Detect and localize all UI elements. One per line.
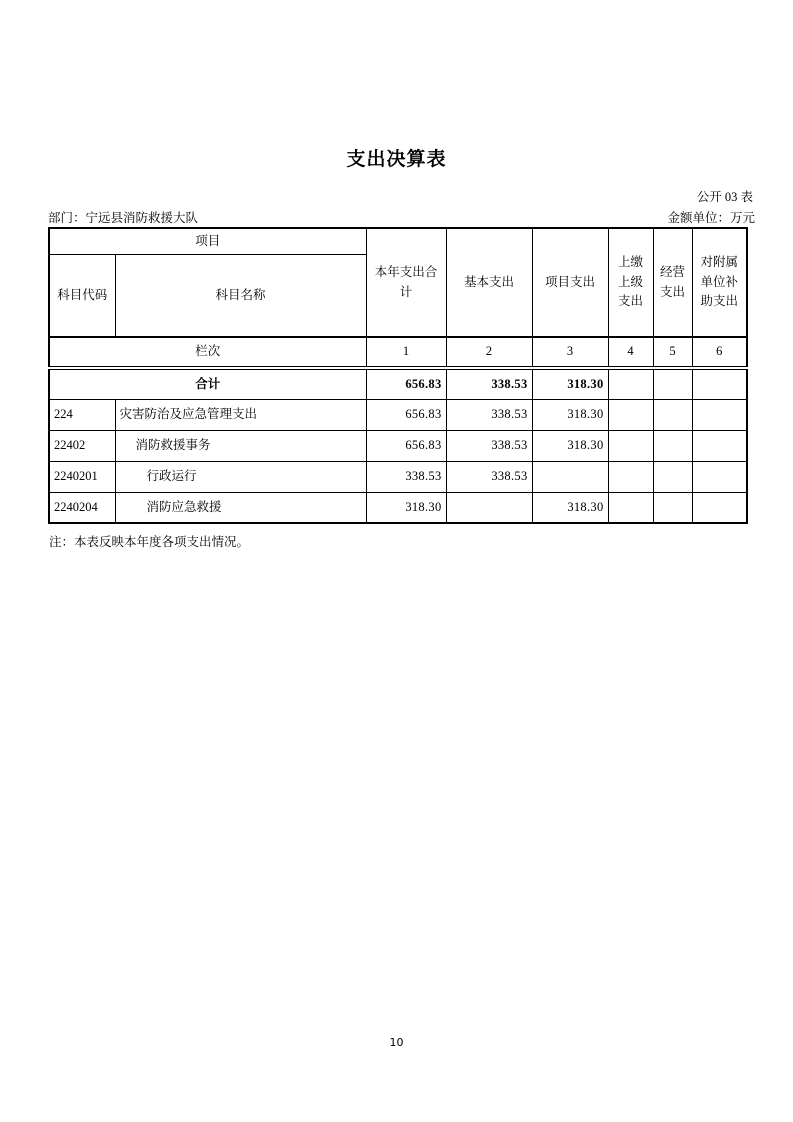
header-group-project: 项目	[49, 228, 366, 254]
value-project: 318.30	[532, 430, 608, 461]
total-label: 合计	[49, 368, 366, 399]
total-value-4	[608, 368, 653, 399]
value-upward	[608, 430, 653, 461]
table-header-group-row	[49, 228, 747, 254]
subject-code: 22402	[49, 430, 115, 461]
expenditure-table	[48, 227, 748, 524]
value-upward	[608, 399, 653, 430]
value-upward	[608, 461, 653, 492]
column-index-2: 2	[446, 337, 532, 368]
value-project: 318.30	[532, 492, 608, 523]
value-total: 338.53	[366, 461, 446, 492]
value-operating	[653, 461, 692, 492]
value-upward	[608, 492, 653, 523]
value-total: 318.30	[366, 492, 446, 523]
value-project	[532, 461, 608, 492]
value-operating	[653, 430, 692, 461]
value-subsidy	[692, 492, 747, 523]
table-row	[49, 492, 747, 523]
total-row	[49, 368, 747, 399]
column-index-3: 3	[532, 337, 608, 368]
value-subsidy	[692, 430, 747, 461]
meta-row	[48, 208, 755, 226]
subject-name: 消防应急救援	[115, 492, 366, 523]
header-col-upward: 上缴上级支出	[608, 228, 653, 337]
total-value-1: 656.83	[366, 368, 446, 399]
page-title: 支出决算表	[346, 148, 447, 170]
department-label: 部门：宁远县消防救援大队	[48, 211, 199, 225]
header-col-operating: 经营支出	[653, 228, 692, 337]
header-col-total: 本年支出合计	[366, 228, 446, 337]
total-value-6	[692, 368, 747, 399]
table-row	[49, 461, 747, 492]
unit-label: 金额单位：万元	[667, 211, 755, 225]
value-total: 656.83	[366, 430, 446, 461]
value-basic: 338.53	[446, 399, 532, 430]
column-index-4: 4	[608, 337, 653, 368]
value-basic: 338.53	[446, 430, 532, 461]
value-operating	[653, 399, 692, 430]
column-index-6: 6	[692, 337, 747, 368]
column-index-1: 1	[366, 337, 446, 368]
column-index-row	[49, 337, 747, 368]
table-row	[49, 399, 747, 430]
value-total: 656.83	[366, 399, 446, 430]
total-value-3: 318.30	[532, 368, 608, 399]
column-index-5: 5	[653, 337, 692, 368]
value-operating	[653, 492, 692, 523]
value-project: 318.30	[532, 399, 608, 430]
header-col-subsidy: 对附属单位补助支出	[692, 228, 747, 337]
table-note: 注：本表反映本年度各项支出情况。	[49, 535, 250, 549]
value-subsidy	[692, 461, 747, 492]
subject-name: 行政运行	[115, 461, 366, 492]
value-basic	[446, 492, 532, 523]
header-subject-code: 科目代码	[49, 254, 115, 337]
subject-code: 2240204	[49, 492, 115, 523]
subject-name: 灾害防治及应急管理支出	[115, 399, 366, 430]
subject-name: 消防救援事务	[115, 430, 366, 461]
total-value-2: 338.53	[446, 368, 532, 399]
value-basic: 338.53	[446, 461, 532, 492]
subject-code: 2240201	[49, 461, 115, 492]
header-col-project-expense: 项目支出	[532, 228, 608, 337]
header-col-basic: 基本支出	[446, 228, 532, 337]
header-subject-name: 科目名称	[115, 254, 366, 337]
subject-code: 224	[49, 399, 115, 430]
value-subsidy	[692, 399, 747, 430]
table-row	[49, 430, 747, 461]
total-value-5	[653, 368, 692, 399]
form-code-label: 公开 03 表	[696, 190, 753, 204]
page-number: 10	[389, 1036, 404, 1049]
column-index-label: 栏次	[49, 337, 366, 368]
